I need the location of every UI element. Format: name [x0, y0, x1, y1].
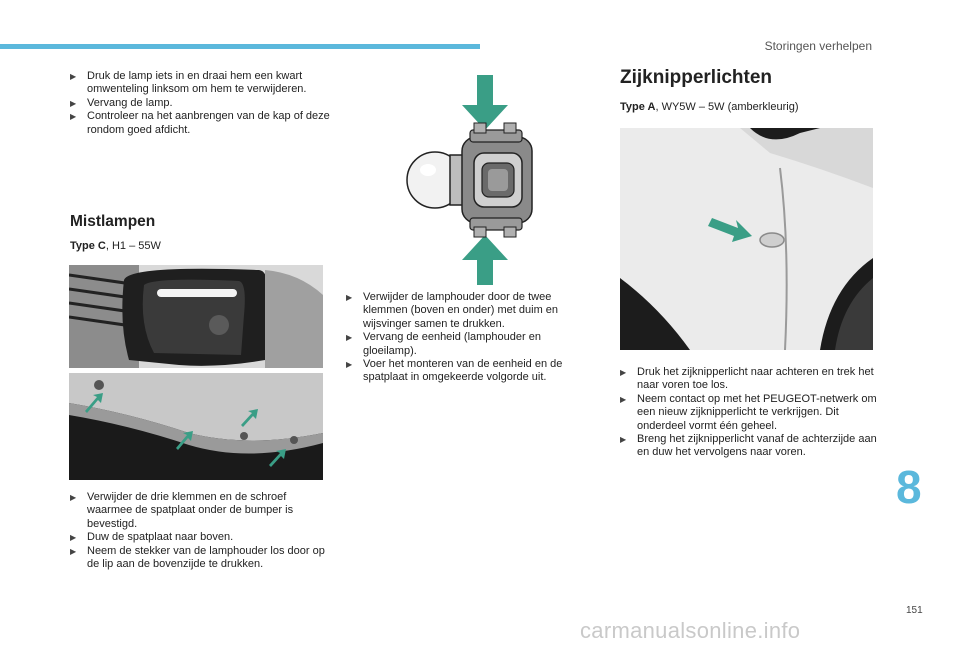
- bullet-list-right: [620, 366, 878, 460]
- list-item: ▶ Verwijder de lamphouder door de twee klemmen (boven en onder) met duim en wijsvinger samen te drukken.: [346, 291, 576, 331]
- type-spec: , H1 – 55W: [105, 240, 161, 252]
- list-item: ▶ Neem de stekker van de lamphouder los door op de lip aan de bovenzijde te drukken.: [70, 545, 332, 572]
- type-label: Type A: [620, 101, 656, 113]
- list-item: ▶ Druk het zijknipperlicht naar achteren en trek het naar voren toe los.: [620, 366, 878, 393]
- list-item: ▶ Neem contact op met het PEUGEOT-netwerk om een nieuw zijknipperlicht te verkrijgen. Dit onderdeel vormt één geheel.: [620, 393, 878, 433]
- side-indicator-type: [620, 101, 798, 113]
- bullet-list-top: [70, 70, 332, 137]
- list-item: ▶ Voer het monteren van de eenheid en de spatplaat in omgekeerde volgorde uit.: [346, 358, 576, 385]
- fog-lamp-photo: [69, 265, 323, 368]
- chapter-number: 8: [896, 461, 922, 513]
- fog-lamp-type: [70, 240, 161, 252]
- page-number: 151: [906, 605, 923, 616]
- type-spec: , WY5W – 5W (amberkleurig): [655, 101, 799, 113]
- list-item: ▶ Vervang de lamp.: [70, 97, 332, 110]
- type-label: Type C: [70, 240, 106, 252]
- list-item: ▶ Verwijder de drie klemmen en de schroef waarmee de spatplaat onder de bumper is bevestigd.: [70, 491, 332, 531]
- lamp-holder-diagram: [400, 75, 570, 285]
- bullet-list-bottom: [70, 491, 332, 571]
- list-item: ▶ Controleer na het aanbrengen van de kap of deze rondom goed afdicht.: [70, 110, 332, 137]
- down-arrow-icon: [462, 75, 508, 130]
- list-item: ▶ Breng het zijknipperlicht vanaf de achterzijde aan en duw het vervolgens naar voren.: [620, 433, 878, 460]
- list-item: ▶ Duw de spatplaat naar boven.: [70, 531, 332, 544]
- side-indicators-title: Zijknipperlichten: [620, 67, 773, 88]
- under-bumper-photo: [69, 373, 323, 480]
- header-accent-bar: [0, 44, 480, 49]
- list-item: ▶ Vervang de eenheid (lamphouder en gloeilamp).: [346, 331, 576, 358]
- watermark: carmanualsonline.info: [580, 618, 801, 643]
- side-indicator-photo: [620, 128, 873, 350]
- list-item: ▶ Druk de lamp iets in en draai hem een kwart omwenteling linksom om hem te verwijderen.: [70, 70, 332, 97]
- bullet-list-middle: [346, 291, 576, 385]
- up-arrow-icon: [462, 235, 508, 285]
- section-title: Storingen verhelpen: [764, 39, 872, 53]
- fog-lamps-title: Mistlampen: [70, 213, 156, 230]
